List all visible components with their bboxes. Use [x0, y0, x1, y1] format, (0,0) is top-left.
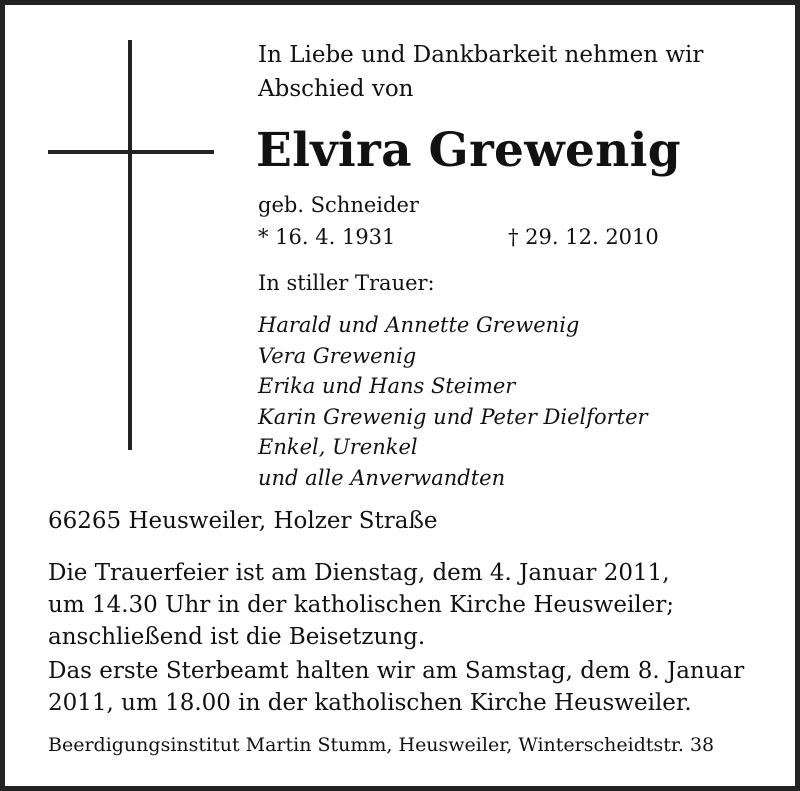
- undertaker-info: Beerdigungsinstitut Martin Stumm, Heusweiler, Winterscheidtstr. 38: [48, 734, 715, 756]
- requiem-line: Das erste Sterbeamt halten wir am Samstag, dem 8. Januar: [48, 658, 745, 684]
- requiem-line: 2011, um 18.00 in der katholischen Kirche Heusweiler.: [48, 690, 692, 716]
- mourning-heading: In stiller Trauer:: [258, 271, 435, 295]
- mourner-line: Karin Grewenig und Peter Dielforter: [258, 404, 648, 429]
- ceremony-info: [48, 557, 674, 653]
- intro-line: Abschied von: [258, 76, 414, 102]
- mourner-line: Erika und Hans Steimer: [258, 374, 516, 398]
- intro-text: [258, 38, 703, 106]
- mourner-line: Vera Grewenig: [258, 343, 417, 368]
- ceremony-line: Die Trauerfeier ist am Dienstag, dem 4. Januar 2011,: [48, 560, 670, 586]
- mourner-line: und alle Anverwandten: [258, 465, 506, 490]
- mourner-line: Harald und Annette Grewenig: [258, 313, 580, 337]
- requiem-info: [48, 655, 744, 719]
- mourners-list: [258, 310, 648, 493]
- birth-date: * 16. 4. 1931: [258, 225, 396, 249]
- deceased-name: Elvira Grewenig: [256, 123, 681, 178]
- cross-horizontal-beam: [48, 150, 214, 154]
- ceremony-line: anschließend ist die Beisetzung.: [48, 624, 426, 650]
- ceremony-line: um 14.30 Uhr in der katholischen Kirche Heusweiler;: [48, 592, 675, 618]
- mourner-line: Enkel, Urenkel: [258, 435, 418, 459]
- cross-vertical-beam: [128, 40, 132, 450]
- family-address: 66265 Heusweiler, Holzer Straße: [48, 508, 438, 534]
- death-date: † 29. 12. 2010: [508, 225, 659, 249]
- maiden-name: geb. Schneider: [258, 193, 419, 217]
- intro-line: In Liebe und Dankbarkeit nehmen wir: [258, 42, 704, 68]
